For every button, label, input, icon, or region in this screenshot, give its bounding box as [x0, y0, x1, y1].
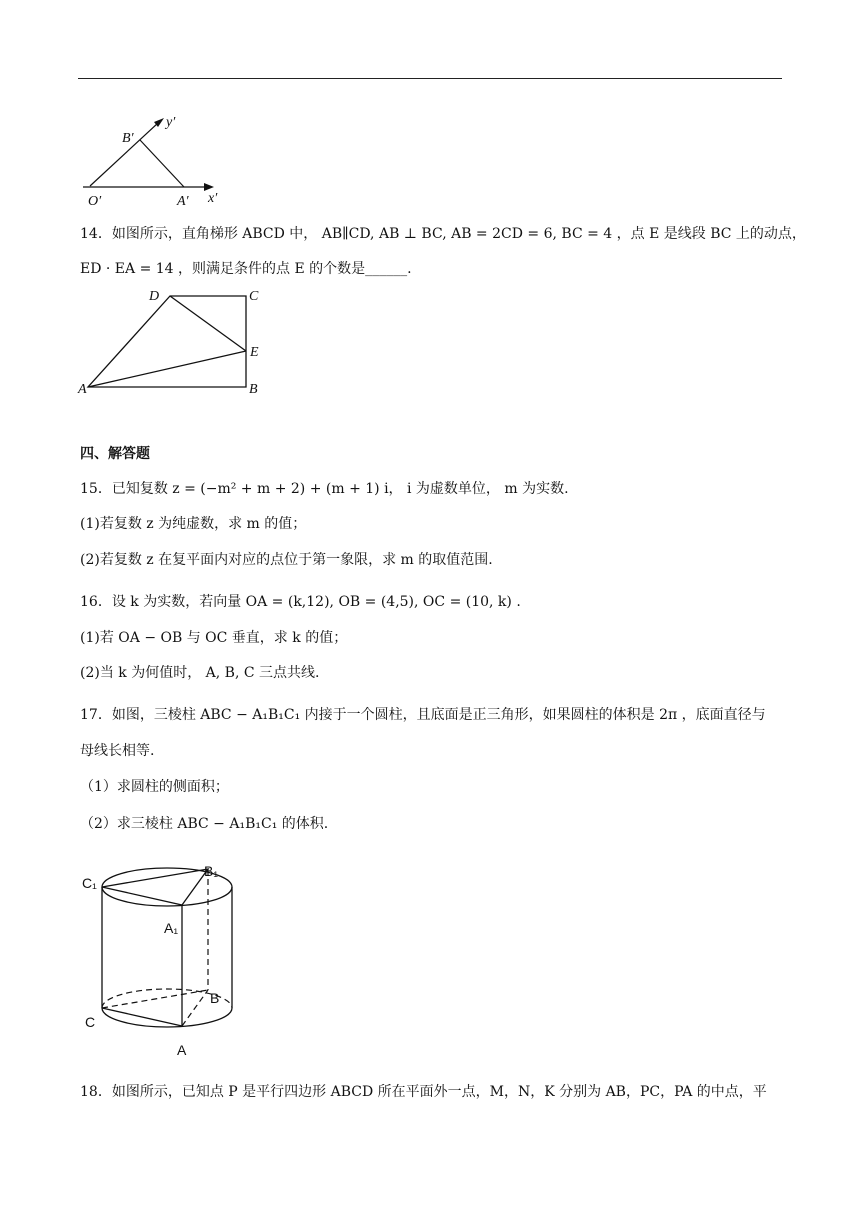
q14-line1: 14．如图所示，直角梯形 ABCD 中， AB∥CD, AB ⊥ BC, AB = 2CD = 6, BC = 4 ，点 E 是线段 BC 上的动点， [80, 226, 806, 242]
label-c1: C₁ [82, 875, 97, 891]
trapezoid-abcd [88, 296, 246, 387]
label-o-prime: O′ [88, 194, 102, 209]
q16-part2: (2)当 k 为何值时， A, B, C 三点共线. [80, 665, 320, 681]
trapezoid-figure [76, 284, 276, 402]
segment-a-e [88, 351, 246, 387]
q17-line2: 母线长相等. [80, 743, 155, 759]
axes-figure [78, 110, 238, 210]
label-d: D [149, 289, 160, 304]
label-a1: A₁ [164, 920, 179, 936]
q15-line1: 15．已知复数 z = (−m² + m + 2) + (m + 1) i， i 为虚数单位， m 为实数. [80, 481, 569, 497]
label-b1: B₁ [204, 863, 219, 879]
q17-line1: 17．如图，三棱柱 ABC − A₁B₁C₁ 内接于一个圆柱，且底面是正三角形，如果圆柱的体积是 2π ，底面直径与 [80, 707, 766, 723]
x-axis-arrow [204, 183, 214, 191]
q15-part1: (1)若复数 z 为纯虚数，求 m 的值； [80, 516, 307, 532]
edge-a-b [182, 990, 208, 1026]
header-rule [78, 78, 782, 79]
q16-line1: 16．设 k 为实数，若向量 OA = (k,12), OB = (4,5), OC = (10, k) . [80, 594, 521, 610]
label-a: A [78, 382, 87, 397]
cylinder-bottom-front-arc [102, 1008, 232, 1027]
q16-part1: (1)若 OA − OB 与 OC 垂直，求 k 的值； [80, 630, 348, 646]
label-a-bottom: A [177, 1042, 187, 1058]
edge-c-a [102, 1008, 182, 1026]
segment-d-e [170, 296, 246, 351]
q17-part2: （2）求三棱柱 ABC − A₁B₁C₁ 的体积. [80, 816, 329, 832]
q14-line2: ED · EA = 14 ，则满足条件的点 E 的个数是______. [80, 261, 412, 277]
cylinder-figure [76, 856, 256, 1062]
label-b-prime: B′ [122, 131, 134, 146]
label-c-bottom: C [85, 1014, 96, 1030]
segment-b-a [140, 140, 184, 187]
section-title: 四、解答题 [80, 446, 150, 462]
label-b-bottom: B [210, 990, 220, 1006]
label-y-axis: y′ [166, 115, 176, 130]
q18-line1: 18．如图所示，已知点 P 是平行四边形 ABCD 所在平面外一点，M，N，K 分别为 AB，PC，PA 的中点，平 [80, 1084, 767, 1100]
q17-part1: （1）求圆柱的侧面积； [80, 779, 229, 795]
q15-part2: (2)若复数 z 在复平面内对应的点位于第一象限，求 m 的取值范围. [80, 552, 493, 568]
label-a-prime: A′ [177, 194, 189, 209]
label-b: B [249, 382, 258, 397]
label-x-axis: x′ [208, 191, 218, 206]
label-e: E [250, 345, 259, 360]
edge-c-b [102, 990, 208, 1008]
label-c: C [249, 289, 259, 304]
